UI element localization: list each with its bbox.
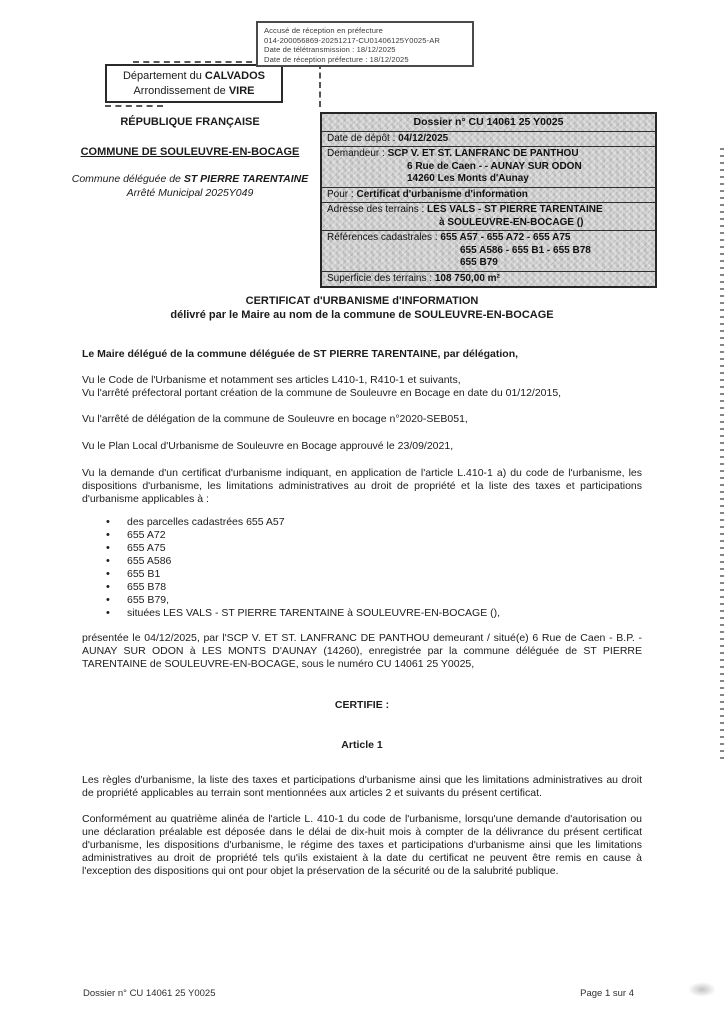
stamp-line-1: Accusé de réception en préfecture bbox=[264, 26, 383, 35]
document-title-line2: délivré par le Maire au nom de la commune de SOULEUVRE-EN-BOCAGE bbox=[170, 309, 554, 321]
references-line1 bbox=[327, 232, 650, 245]
document-body bbox=[82, 348, 642, 891]
list-item: • situées LES VALS - ST PIERRE TARENTAINE à SOULEUVRE-EN-BOCAGE (), bbox=[82, 607, 642, 620]
list-item: • 655 A72 bbox=[82, 529, 642, 542]
demandeur-label: Demandeur : bbox=[327, 148, 388, 159]
commune-title: COMMUNE DE SOULEUVRE-EN-BOCAGE bbox=[80, 146, 300, 158]
dossier-row-demandeur bbox=[322, 146, 655, 187]
dossier-row-date bbox=[322, 131, 655, 147]
demandeur-address-line1: 6 Rue de Caen - - AUNAY SUR ODON bbox=[407, 160, 582, 172]
superficie-label: Superficie des terrains : bbox=[327, 272, 435, 284]
list-item: • 655 B78 bbox=[82, 581, 642, 594]
article1-paragraph1: Les règles d'urbanisme, la liste des taxes et participations d'urbanisme ainsi que les limitations administratives au droit de propriété applicables au terrain sont mentionnées aux articles 2 et suivants du présent certificat. bbox=[82, 774, 642, 799]
department-name: CALVADOS bbox=[204, 69, 266, 82]
adresse-value-line1: LES VALS - ST PIERRE TARENTAINE bbox=[427, 204, 603, 215]
left-header bbox=[58, 116, 322, 199]
prefecture-stamp bbox=[256, 21, 474, 67]
commune-deleguee-name: ST PIERRE TARENTAINE bbox=[183, 173, 309, 185]
adresse-label: Adresse des terrains : bbox=[327, 204, 428, 215]
scan-artifact-dash-right bbox=[319, 63, 321, 107]
list-item: • 655 A586 bbox=[82, 555, 642, 568]
references-label: Références cadastrales : bbox=[327, 232, 441, 243]
dossier-number-header: Dossier n° CU 14061 25 Y0025 bbox=[413, 116, 564, 128]
footer-page-number: Page 1 sur 4 bbox=[580, 988, 634, 999]
commune-deleguee-prefix: Commune déléguée de bbox=[71, 173, 184, 185]
date-depot-label: Date de dépôt : bbox=[327, 132, 399, 144]
vu-demande-paragraph: Vu la demande d'un certificat d'urbanisme indiquant, en application de l'article L.410-1 a) du code de l'urbanisme, les dispositions d'urbanisme, les limitations administratives au droit de propriété et la liste des taxes et participations d'urbanisme applicables à : bbox=[82, 467, 642, 505]
list-item: • 655 B79, bbox=[82, 594, 642, 607]
vu-code-line1: Vu le Code de l'Urbanisme et notamment ses articles L410-1, R410-1 et suivants, bbox=[82, 374, 461, 386]
commune-deleguee-line bbox=[58, 173, 322, 185]
stamp-line-3: Date de télétransmission : 18/12/2025 bbox=[264, 45, 396, 55]
document-title bbox=[0, 294, 724, 322]
references-value-line3: 655 B79 bbox=[460, 257, 498, 268]
arrondissement-line bbox=[107, 84, 281, 99]
references-value-line2: 655 A586 - 655 B1 - 655 B78 bbox=[460, 244, 591, 256]
article1-heading: Article 1 bbox=[341, 739, 383, 751]
demandeur-name: SCP V. ET ST. LANFRANC DE PANTHOU bbox=[387, 148, 579, 159]
intro-paragraph: Le Maire délégué de la commune déléguée de ST PIERRE TARENTAINE, par délégation, bbox=[82, 348, 519, 360]
list-item: • 655 B1 bbox=[82, 568, 642, 581]
scan-artifact-right-edge bbox=[720, 148, 724, 764]
department-box bbox=[105, 64, 283, 103]
dossier-row-pour bbox=[322, 187, 655, 203]
dossier-row-superficie bbox=[322, 271, 655, 287]
demandeur-address-line2: 14260 Les Monts d'Aunay bbox=[407, 173, 529, 184]
stamp-line-2: 014-200056869-20251217-CU01406125Y0025-AR bbox=[264, 35, 440, 45]
pour-label: Pour : bbox=[327, 188, 357, 200]
superficie-value: 108 750,00 m² bbox=[434, 272, 500, 284]
list-item: • des parcelles cadastrées 655 A57 bbox=[82, 516, 642, 529]
scan-artifact-dash-bottom bbox=[105, 105, 163, 107]
vu-code-paragraph bbox=[82, 374, 642, 400]
footer-dossier-number: Dossier n° CU 14061 25 Y0025 bbox=[83, 988, 216, 999]
arrete-municipal: Arrêté Municipal 2025Y049 bbox=[126, 187, 254, 199]
article1-paragraph2: Conformément au quatrième alinéa de l'article L. 410-1 du code de l'urbanisme, lorsqu'une demande d'autorisation ou une déclaration préalable est déposée dans le délai de dix-huit mois à compter de la délivrance du présent certificat d'urbanisme, les dispositions d'urbanisme, le régime des taxes et participations d'urbanisme ainsi que les limitations administratives au droit de propriété tels qu'ils existaient à la date du certificat ne peuvent être remis en cause à l'exception des dispositions qui ont pour objet la préservation de la sécurité ou de la salubrité publique. bbox=[82, 813, 642, 877]
document-title-line1: CERTIFICAT d'URBANISME d'INFORMATION bbox=[245, 295, 479, 307]
certifie-heading: CERTIFIE : bbox=[334, 699, 390, 711]
adresse-value-line2: à SOULEUVRE-EN-BOCAGE () bbox=[439, 216, 584, 228]
list-item: • 655 A75 bbox=[82, 542, 642, 555]
republique-francaise: RÉPUBLIQUE FRANÇAISE bbox=[120, 116, 260, 128]
vu-code-line2: Vu l'arrêté préfectoral portant création de la commune de Souleuvre en Bocage en date du 01/12/2015, bbox=[82, 387, 562, 399]
dossier-row-references bbox=[322, 230, 655, 271]
dossier-table bbox=[320, 112, 657, 288]
arrondissement-label: Arrondissement de bbox=[133, 84, 229, 97]
dossier-row-adresse bbox=[322, 202, 655, 230]
scan-artifact-smudge bbox=[688, 982, 716, 997]
arrondissement-name: VIRE bbox=[228, 84, 255, 97]
department-line bbox=[107, 69, 281, 84]
pour-value: Certificat d'urbanisme d'information bbox=[356, 188, 528, 200]
department-label: Département du bbox=[122, 69, 205, 82]
stamp-line-4: Date de réception préfecture : 18/12/2025 bbox=[264, 54, 409, 64]
adresse-line1 bbox=[327, 204, 650, 217]
references-value-line1: 655 A57 - 655 A72 - 655 A75 bbox=[440, 232, 571, 243]
vu-plu-paragraph: Vu le Plan Local d'Urbanisme de Souleuvre en Bocage approuvé le 23/09/2021, bbox=[82, 440, 454, 452]
presentee-paragraph: présentée le 04/12/2025, par l'SCP V. ET ST. LANFRANC DE PANTHOU demeurant / situé(e) 6 Rue de Caen - B.P. - AUNAY SUR ODON à LES MONTS D'AUNAY (14260), enregistrée par la commune déléguée de ST PIERRE TARENTAINE de SOULEUVRE-EN-BOCAGE, sous le numéro CU 14061 25 Y0025, bbox=[82, 632, 642, 670]
parcelles-list bbox=[82, 516, 642, 620]
demandeur-line1 bbox=[327, 148, 650, 161]
date-depot-value: 04/12/2025 bbox=[398, 132, 449, 144]
vu-delegation-paragraph: Vu l'arrêté de délégation de la commune de Souleuvre en bocage n°2020-SEB051, bbox=[82, 413, 468, 425]
